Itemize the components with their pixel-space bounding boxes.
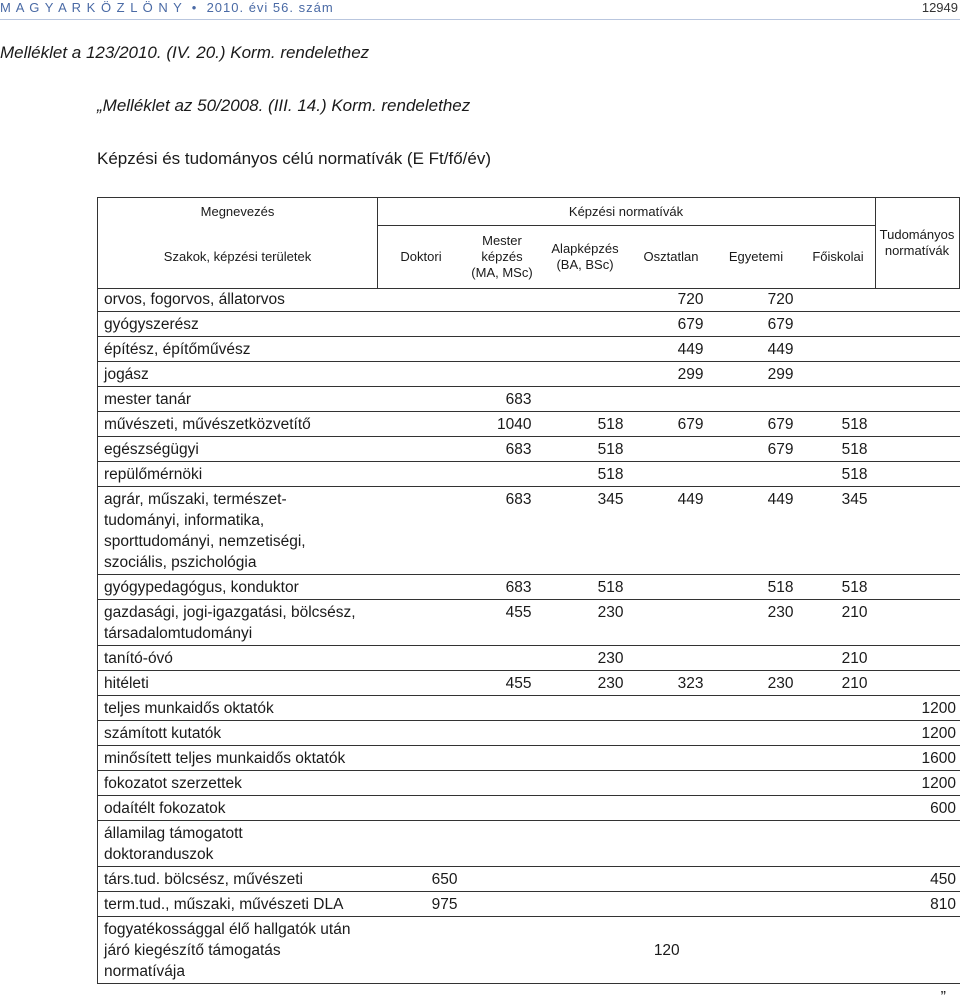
cell-mester	[462, 287, 536, 312]
header-divider	[0, 19, 960, 20]
cell-egyetemi	[708, 646, 798, 671]
cell-foiskolai: 210	[798, 600, 872, 646]
cell-doktori	[374, 575, 462, 600]
bullet-icon: •	[187, 0, 202, 15]
table-row	[98, 671, 960, 696]
table-row	[98, 575, 960, 600]
cell-doktori	[374, 312, 462, 337]
cell-tudomanyos: 1200	[872, 696, 960, 721]
cell-tudomanyos: 450	[872, 867, 960, 892]
cell-egyetemi: 449	[708, 487, 798, 575]
cell-doktori	[374, 696, 462, 721]
row-label: jogász	[98, 362, 374, 387]
header-tudomanyos: Tudományos normatívák	[875, 198, 959, 288]
cell-egyetemi	[708, 387, 798, 412]
cell-alap: 230	[536, 646, 628, 671]
row-label: társ.tud. bölcsész, művészeti	[98, 867, 374, 892]
cell-osztatlan	[628, 892, 708, 917]
table-row	[98, 821, 960, 867]
closing-quote-mark: ”	[941, 989, 946, 1007]
cell-doktori	[374, 821, 462, 867]
cell-alap: 230	[536, 671, 628, 696]
row-label: teljes munkaidős oktatók	[98, 696, 374, 721]
table-row	[98, 892, 960, 917]
cell-mester	[462, 746, 536, 771]
cell-mester	[462, 867, 536, 892]
table-row	[98, 337, 960, 362]
cell-doktori	[374, 387, 462, 412]
cell-mester	[462, 462, 536, 487]
cell-alap	[536, 796, 628, 821]
cell-egyetemi: 299	[708, 362, 798, 387]
cell-doktori	[374, 646, 462, 671]
cell-mester	[462, 892, 536, 917]
cell-egyetemi: 230	[708, 600, 798, 646]
cell-alap: 518	[536, 437, 628, 462]
cell-egyetemi	[708, 821, 798, 867]
cell-doktori	[374, 487, 462, 575]
journal-header	[0, 0, 334, 15]
cell-mester: 455	[462, 671, 536, 696]
cell-mester	[462, 312, 536, 337]
cell-osztatlan: 449	[628, 337, 708, 362]
page-number: 12949	[922, 0, 958, 15]
row-label: gazdasági, jogi-igazgatási, bölcsész, társadalomtudományi	[98, 600, 374, 646]
cell-alap: 518	[536, 575, 628, 600]
table-row	[98, 867, 960, 892]
header-szakok: Szakok, képzési területek	[98, 226, 377, 288]
cell-foiskolai	[798, 721, 872, 746]
cell-osztatlan	[628, 821, 708, 867]
cell-tudomanyos	[872, 387, 960, 412]
cell-mester: 683	[462, 575, 536, 600]
row-label: minősített teljes munkaidős oktatók	[98, 746, 374, 771]
row-label: repülőmérnöki	[98, 462, 374, 487]
table-row	[98, 796, 960, 821]
cell-doktori: 975	[374, 892, 462, 917]
issue-label: 2010. évi 56. szám	[207, 0, 334, 15]
row-label: gyógypedagógus, konduktor	[98, 575, 374, 600]
cell-tudomanyos: 1200	[872, 771, 960, 796]
cell-tudomanyos	[872, 412, 960, 437]
cell-foiskolai	[798, 771, 872, 796]
cell-mester	[462, 337, 536, 362]
cell-osztatlan	[628, 867, 708, 892]
annex-title: Melléklet a 123/2010. (IV. 20.) Korm. rendelethez	[0, 43, 369, 63]
cell-doktori	[374, 412, 462, 437]
cell-alap	[536, 721, 628, 746]
cell-foiskolai: 210	[798, 646, 872, 671]
table-row	[98, 362, 960, 387]
cell-mester: 683	[462, 487, 536, 575]
cell-mester	[462, 771, 536, 796]
cell-tudomanyos	[872, 462, 960, 487]
row-label: agrár, műszaki, természet- tudományi, informatika, sporttudományi, nemzetiségi, szociális, pszichológia	[98, 487, 374, 575]
table-row	[98, 412, 960, 437]
cell-osztatlan	[628, 696, 708, 721]
cell-tudomanyos	[872, 646, 960, 671]
cell-foiskolai: 518	[798, 575, 872, 600]
row-label: hitéleti	[98, 671, 374, 696]
cell-doktori	[374, 746, 462, 771]
cell-foiskolai	[798, 287, 872, 312]
table-row	[98, 312, 960, 337]
row-label: gyógyszerész	[98, 312, 374, 337]
row-label: számított kutatók	[98, 721, 374, 746]
row-label: államilag támogatott doktoranduszok	[98, 821, 374, 867]
table-row	[98, 462, 960, 487]
cell-mester: 683	[462, 437, 536, 462]
cell-mester	[462, 696, 536, 721]
cell-alap	[536, 287, 628, 312]
cell-egyetemi	[708, 746, 798, 771]
row-label: egészségügyi	[98, 437, 374, 462]
table-row	[98, 646, 960, 671]
cell-alap: 230	[536, 600, 628, 646]
sub-annex-title: „Melléklet az 50/2008. (III. 14.) Korm. rendelethez	[97, 96, 470, 116]
cell-foiskolai: 518	[798, 437, 872, 462]
cell-doktori	[374, 437, 462, 462]
cell-doktori	[374, 462, 462, 487]
cell-foiskolai: 345	[798, 487, 872, 575]
cell-egyetemi	[708, 867, 798, 892]
row-label: építész, építőművész	[98, 337, 374, 362]
table-row	[98, 746, 960, 771]
cell-doktori	[374, 600, 462, 646]
cell-tudomanyos	[872, 575, 960, 600]
cell-egyetemi: 679	[708, 437, 798, 462]
cell-alap	[536, 867, 628, 892]
table-title: Képzési és tudományos célú normatívák (E Ft/fő/év)	[97, 149, 491, 169]
cell-egyetemi: 518	[708, 575, 798, 600]
table-row	[98, 600, 960, 646]
cell-doktori	[374, 796, 462, 821]
cell-alap	[536, 696, 628, 721]
header-osztatlan: Osztatlan	[631, 226, 711, 288]
cell-tudomanyos	[872, 437, 960, 462]
cell-osztatlan: 449	[628, 487, 708, 575]
cell-foiskolai	[798, 312, 872, 337]
cell-alap	[536, 387, 628, 412]
cell-mester: 455	[462, 600, 536, 646]
cell-mester	[462, 646, 536, 671]
cell-tudomanyos: 600	[872, 796, 960, 821]
header-megnevezes: Megnevezés	[98, 198, 377, 226]
cell-egyetemi	[708, 771, 798, 796]
cell-alap	[536, 746, 628, 771]
header-alap: Alapképzés (BA, BSc)	[539, 226, 631, 288]
journal-name: M A G Y A R K Ö Z L Ö N Y	[0, 0, 183, 15]
cell-alap: 345	[536, 487, 628, 575]
cell-alap: 518	[536, 412, 628, 437]
cell-alap	[536, 892, 628, 917]
cell-tudomanyos: 810	[872, 892, 960, 917]
cell-tudomanyos	[872, 362, 960, 387]
cell-foiskolai	[798, 337, 872, 362]
table-row	[98, 387, 960, 412]
cell-osztatlan	[628, 600, 708, 646]
cell-egyetemi	[708, 892, 798, 917]
header-rule	[875, 198, 876, 288]
table-row	[98, 487, 960, 575]
header-doktori: Doktori	[377, 226, 465, 288]
row-label: tanító-óvó	[98, 646, 374, 671]
cell-foiskolai	[798, 892, 872, 917]
table-row	[98, 721, 960, 746]
cell-osztatlan: 720	[628, 287, 708, 312]
cell-foiskolai: 518	[798, 462, 872, 487]
header-rule	[377, 225, 875, 226]
cell-alap: 518	[536, 462, 628, 487]
cell-foiskolai: 518	[798, 412, 872, 437]
cell-egyetemi	[708, 721, 798, 746]
cell-doktori	[374, 362, 462, 387]
cell-mester: 1040	[462, 412, 536, 437]
header-kepzesi-normativak: Képzési normatívák	[377, 198, 875, 226]
cell-alap	[536, 337, 628, 362]
row-label: term.tud., műszaki, művészeti DLA	[98, 892, 374, 917]
cell-tudomanyos: 1200	[872, 721, 960, 746]
table-row	[98, 696, 960, 721]
header-egyetemi: Egyetemi	[711, 226, 801, 288]
cell-egyetemi	[708, 796, 798, 821]
cell-egyetemi: 230	[708, 671, 798, 696]
cell-osztatlan	[628, 575, 708, 600]
cell-tudomanyos	[872, 671, 960, 696]
cell-mester	[462, 362, 536, 387]
cell-tudomanyos: 1600	[872, 746, 960, 771]
cell-foiskolai: 210	[798, 671, 872, 696]
cell-tudomanyos	[872, 821, 960, 867]
cell-osztatlan: 679	[628, 312, 708, 337]
cell-foiskolai	[798, 696, 872, 721]
cell-osztatlan	[628, 721, 708, 746]
cell-mester	[462, 821, 536, 867]
cell-foiskolai	[798, 362, 872, 387]
row-label: fogyatékossággal élő hallgatók után járó kiegészítő támogatás normatívája	[98, 917, 374, 984]
table-row-support	[98, 917, 960, 984]
cell-osztatlan	[628, 746, 708, 771]
cell-foiskolai	[798, 796, 872, 821]
cell-tudomanyos	[872, 600, 960, 646]
row-label: odaítélt fokozatok	[98, 796, 374, 821]
cell-mester	[462, 721, 536, 746]
cell-osztatlan	[628, 387, 708, 412]
header-foiskolai: Főiskolai	[801, 226, 875, 288]
normativa-table	[97, 287, 960, 984]
cell-egyetemi: 679	[708, 412, 798, 437]
cell-doktori	[374, 287, 462, 312]
cell-mester: 683	[462, 387, 536, 412]
cell-foiskolai	[798, 867, 872, 892]
cell-support-value: 120	[374, 917, 960, 984]
page-header	[0, 0, 960, 16]
cell-doktori	[374, 337, 462, 362]
row-label: fokozatot szerzettek	[98, 771, 374, 796]
cell-alap	[536, 312, 628, 337]
cell-alap	[536, 821, 628, 867]
table-row	[98, 287, 960, 312]
cell-doktori	[374, 721, 462, 746]
header-mester: Mester képzés (MA, MSc)	[465, 226, 539, 288]
cell-tudomanyos	[872, 312, 960, 337]
cell-egyetemi: 679	[708, 312, 798, 337]
table-row	[98, 771, 960, 796]
cell-osztatlan	[628, 462, 708, 487]
cell-tudomanyos	[872, 487, 960, 575]
cell-osztatlan: 299	[628, 362, 708, 387]
cell-osztatlan	[628, 646, 708, 671]
cell-foiskolai	[798, 387, 872, 412]
cell-osztatlan: 323	[628, 671, 708, 696]
cell-egyetemi: 720	[708, 287, 798, 312]
cell-alap	[536, 362, 628, 387]
header-rule	[377, 198, 378, 288]
row-label: mester tanár	[98, 387, 374, 412]
table-row	[98, 437, 960, 462]
cell-egyetemi	[708, 462, 798, 487]
cell-tudomanyos	[872, 287, 960, 312]
table-header	[97, 197, 960, 289]
cell-osztatlan: 679	[628, 412, 708, 437]
cell-egyetemi	[708, 696, 798, 721]
row-label: orvos, fogorvos, állatorvos	[98, 287, 374, 312]
cell-foiskolai	[798, 746, 872, 771]
row-label: művészeti, művészetközvetítő	[98, 412, 374, 437]
cell-doktori	[374, 671, 462, 696]
cell-tudomanyos	[872, 337, 960, 362]
cell-osztatlan	[628, 437, 708, 462]
cell-osztatlan	[628, 796, 708, 821]
cell-osztatlan	[628, 771, 708, 796]
cell-doktori: 650	[374, 867, 462, 892]
cell-doktori	[374, 771, 462, 796]
cell-foiskolai	[798, 821, 872, 867]
cell-egyetemi: 449	[708, 337, 798, 362]
cell-mester	[462, 796, 536, 821]
cell-alap	[536, 771, 628, 796]
